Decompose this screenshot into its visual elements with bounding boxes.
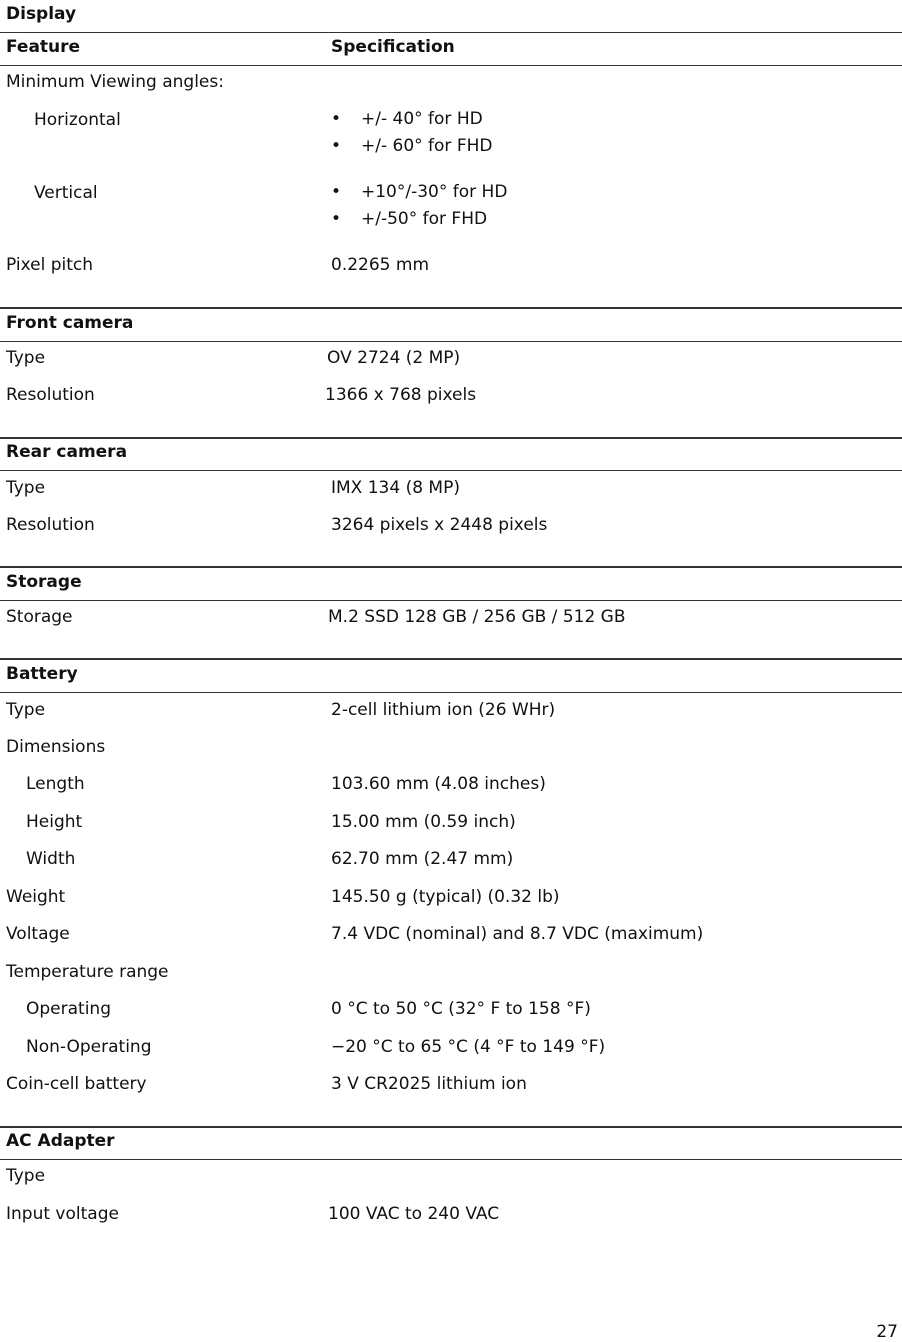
divider xyxy=(0,1126,902,1128)
front-camera-type-value: OV 2724 (2 MP) xyxy=(327,348,461,368)
battery-type-label: Type xyxy=(6,700,46,720)
battery-type-value: 2-cell lithium ion (26 WHr) xyxy=(331,700,556,720)
column-header-feature: Feature xyxy=(6,37,81,57)
section-heading-rear-camera: Rear camera xyxy=(6,442,128,462)
bullet-icon: • xyxy=(331,182,342,202)
divider xyxy=(0,65,902,66)
front-camera-type-label: Type xyxy=(6,348,46,368)
pixel-pitch-value: 0.2265 mm xyxy=(331,255,430,275)
section-heading-front-camera: Front camera xyxy=(6,313,134,333)
list-item xyxy=(331,182,507,202)
battery-dimensions-label: Dimensions xyxy=(6,737,106,757)
section-heading-display: Display xyxy=(6,4,77,24)
input-voltage-value: 100 VAC to 240 VAC xyxy=(328,1204,500,1224)
column-header-specification: Specification xyxy=(331,37,455,57)
list-item xyxy=(331,209,487,229)
battery-operating-value: 0 °C to 50 °C (32° F to 158 °F) xyxy=(331,999,591,1019)
divider xyxy=(0,437,902,439)
bullet-icon: • xyxy=(331,136,342,156)
front-camera-resolution-label: Resolution xyxy=(6,385,95,405)
input-voltage-label: Input voltage xyxy=(6,1204,119,1224)
rear-camera-type-label: Type xyxy=(6,478,46,498)
section-heading-battery: Battery xyxy=(6,664,78,684)
battery-voltage-value: 7.4 VDC (nominal) and 8.7 VDC (maximum) xyxy=(331,924,704,944)
pixel-pitch-label: Pixel pitch xyxy=(6,255,94,275)
vertical-value-hd: +10°/-30° for HD xyxy=(361,182,508,202)
coin-cell-battery-label: Coin-cell battery xyxy=(6,1074,147,1094)
divider xyxy=(0,307,902,309)
battery-nonoperating-label: Non-Operating xyxy=(26,1037,152,1057)
horizontal-value-fhd: +/- 60° for FHD xyxy=(361,136,493,156)
rear-camera-resolution-label: Resolution xyxy=(6,515,95,535)
bullet-icon: • xyxy=(331,209,342,229)
battery-voltage-label: Voltage xyxy=(6,924,70,944)
divider xyxy=(0,692,902,693)
min-viewing-angles-label: Minimum Viewing angles: xyxy=(6,72,224,92)
divider xyxy=(0,470,902,471)
battery-height-label: Height xyxy=(26,812,83,832)
battery-operating-label: Operating xyxy=(26,999,111,1019)
battery-height-value: 15.00 mm (0.59 inch) xyxy=(331,812,516,832)
page-number: 27 xyxy=(876,1322,898,1342)
ac-adapter-type-label: Type xyxy=(6,1166,46,1186)
battery-length-value: 103.60 mm (4.08 inches) xyxy=(331,774,546,794)
vertical-label: Vertical xyxy=(34,183,98,203)
battery-weight-value: 145.50 g (typical) (0.32 lb) xyxy=(331,887,560,907)
list-item xyxy=(331,109,483,129)
storage-label: Storage xyxy=(6,607,73,627)
bullet-icon: • xyxy=(331,109,342,129)
battery-width-label: Width xyxy=(26,849,76,869)
horizontal-label: Horizontal xyxy=(34,110,121,130)
battery-nonoperating-value: −20 °C to 65 °C (4 °F to 149 °F) xyxy=(331,1037,606,1057)
divider xyxy=(0,341,902,342)
storage-value: M.2 SSD 128 GB / 256 GB / 512 GB xyxy=(328,607,626,627)
divider xyxy=(0,32,902,33)
divider xyxy=(0,600,902,601)
battery-weight-label: Weight xyxy=(6,887,66,907)
coin-cell-battery-value: 3 V CR2025 lithium ion xyxy=(331,1074,527,1094)
rear-camera-type-value: IMX 134 (8 MP) xyxy=(331,478,460,498)
divider xyxy=(0,1159,902,1160)
divider xyxy=(0,658,902,660)
battery-length-label: Length xyxy=(26,774,85,794)
vertical-value-fhd: +/-50° for FHD xyxy=(361,209,488,229)
front-camera-resolution-value: 1366 x 768 pixels xyxy=(325,385,477,405)
list-item xyxy=(331,136,492,156)
horizontal-value-hd: +/- 40° for HD xyxy=(361,109,483,129)
divider xyxy=(0,566,902,568)
rear-camera-resolution-value: 3264 pixels x 2448 pixels xyxy=(331,515,548,535)
battery-width-value: 62.70 mm (2.47 mm) xyxy=(331,849,514,869)
battery-temperature-label: Temperature range xyxy=(6,962,169,982)
section-heading-ac-adapter: AC Adapter xyxy=(6,1131,115,1151)
section-heading-storage: Storage xyxy=(6,572,82,592)
